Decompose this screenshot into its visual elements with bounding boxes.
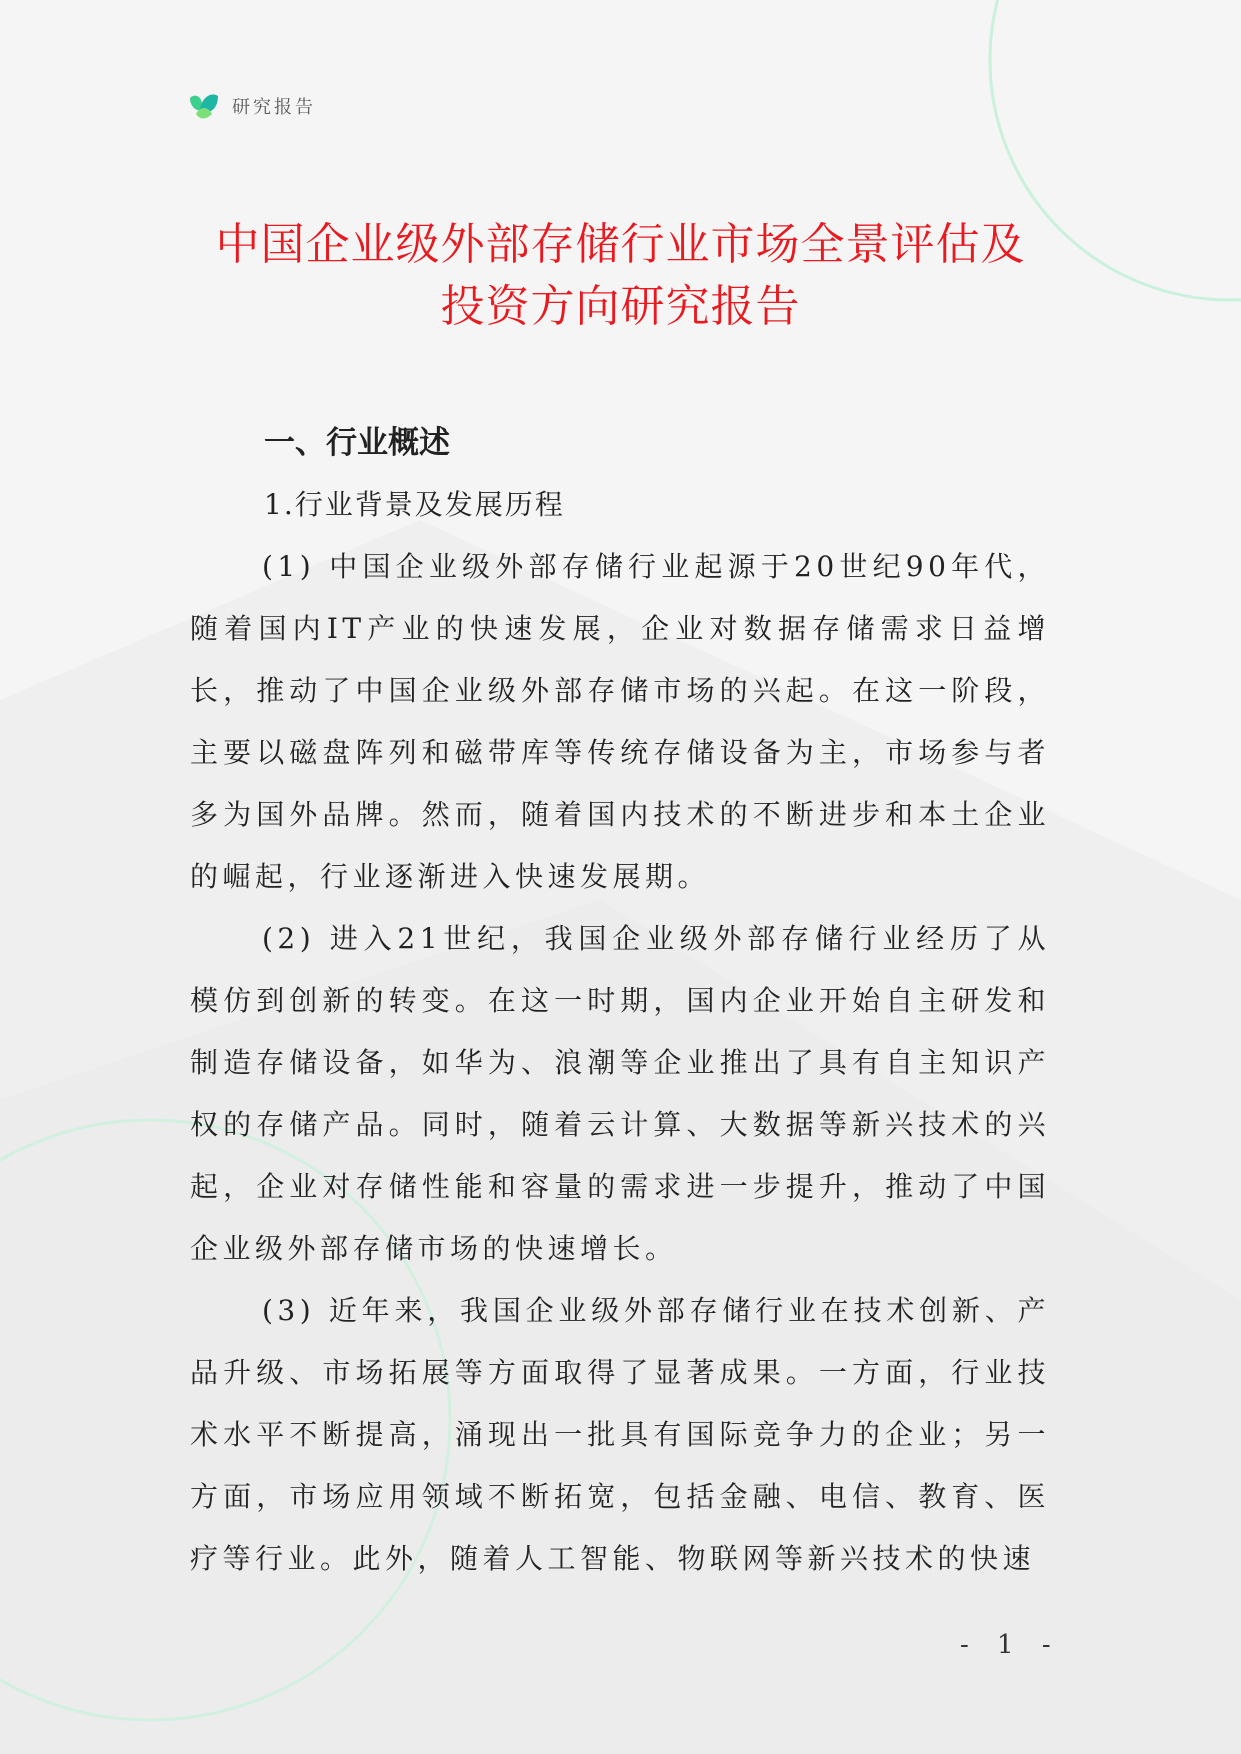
report-body [190,412,1050,1590]
body-paragraph-3: (3) 近年来，我国企业级外部存储行业在技术创新、产品升级、市场拓展等方面取得了显著成果。一方面，行业技术水平不断提高，涌现出一批具有国际竞争力的企业；另一方面，市场应用领域不断拓宽，包括金融、电信、教育、医疗等行业。此外，随着人工智能、物联网等新兴技术的快速 [190,1294,1050,1575]
section-heading: 一、行业概述 [264,425,450,461]
leaf-logo-icon [186,88,222,124]
section-subheading: 1.行业背景及发展历程 [264,488,565,521]
report-title-line-1: 中国企业级外部存储行业市场全景评估及 [215,219,1026,270]
body-paragraph-2: (2) 进入21世纪，我国企业级外部存储行业经历了从模仿到创新的转变。在这一时期，国内企业开始自主研发和制造存储设备，如华为、浪潮等企业推出了具有自主知识产权的存储产品。同时，随着云计算、大数据等新兴技术的兴起，企业对存储性能和容量的需求进一步提升，推动了中国企业级外部存储市场的快速增长。 [190,922,1050,1265]
report-header [186,88,316,124]
header-label: 研究报告 [232,97,316,118]
report-title [120,214,1121,338]
body-paragraph-1: (1) 中国企业级外部存储行业起源于20世纪90年代，随着国内IT产业的快速发展，企业对数据存储需求日益增长，推动了中国企业级外部存储市场的兴起。在这一阶段，主要以磁盘阵列和磁带库等传统存储设备为主，市场参与者多为国外品牌。然而，随着国内技术的不断进步和本土企业的崛起，行业逐渐进入快速发展期。 [190,550,1050,893]
page-number: - 1 - [960,1630,1061,1660]
report-title-line-2: 投资方向研究报告 [440,281,801,332]
